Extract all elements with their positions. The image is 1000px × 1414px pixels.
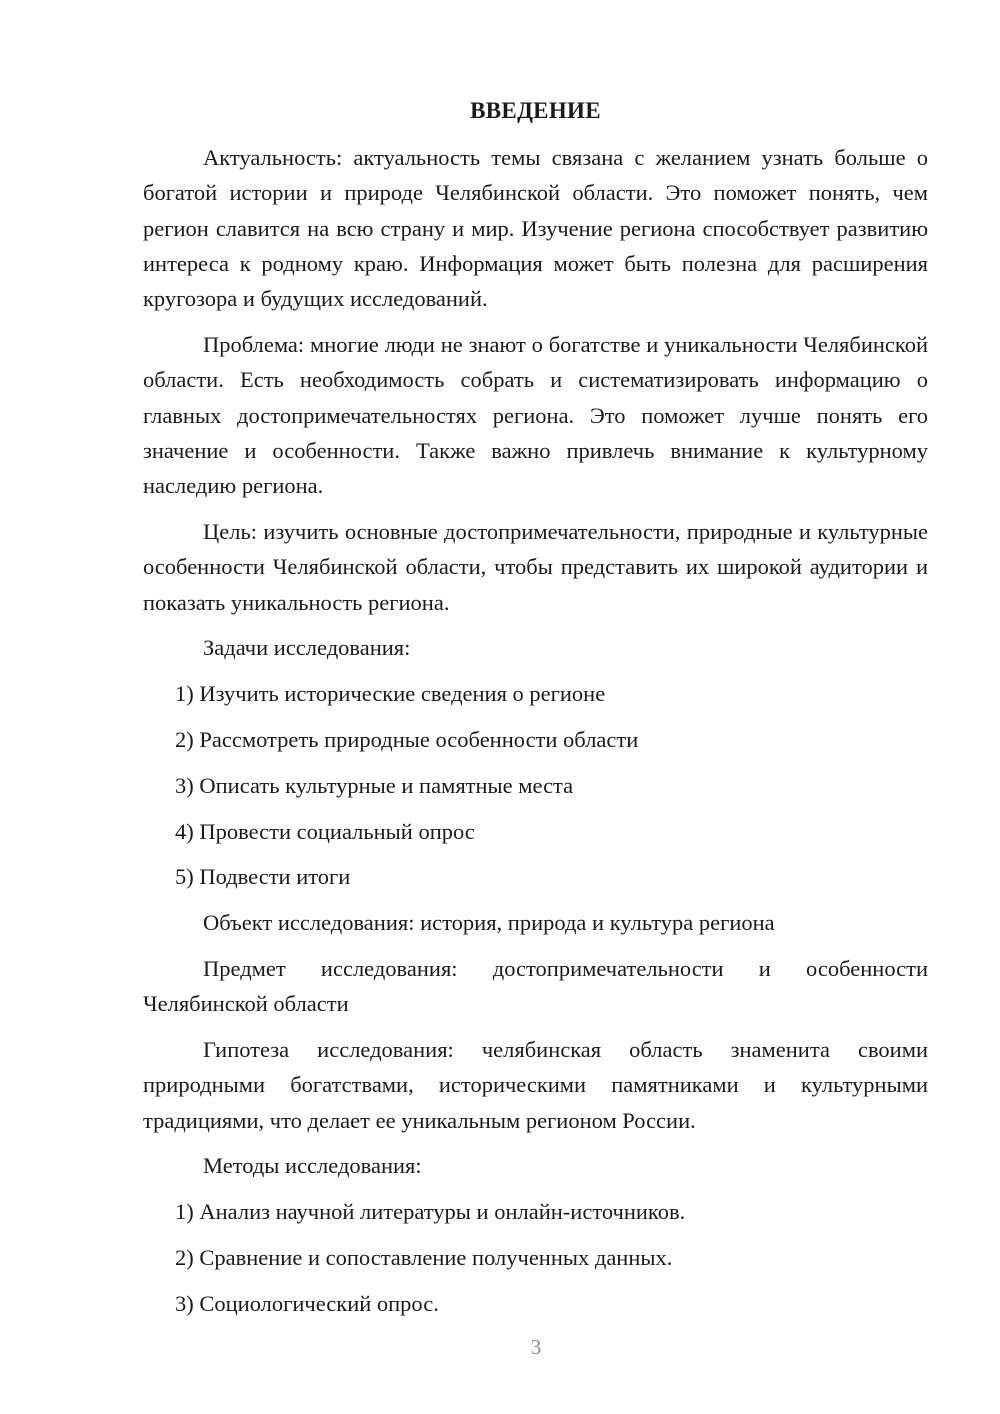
list-item: 1) Анализ научной литературы и онлайн-источников. — [175, 1199, 686, 1225]
goal-paragraph: Цель: изучить основные достопримечательности, природные и культурные особенности Челябинской области, чтобы представить их широкой аудитории и показать уникальность региона. — [143, 518, 928, 615]
list-item: 3) Социологический опрос. — [175, 1290, 439, 1316]
page-number: 3 — [530, 1335, 542, 1359]
tasks-list — [143, 676, 928, 894]
list-item: 3) Описать культурные и памятные места — [175, 772, 574, 798]
tasks-heading: Задачи исследования: — [203, 635, 411, 661]
document-title: ВВЕДЕНИЕ — [470, 98, 601, 123]
document-page — [143, 94, 928, 1332]
problem-paragraph: Проблема: многие люди не знают о богатстве и уникальности Челябинской области. Есть необходимость собрать и систематизировать информацию о главных достопримечательностях региона. Это поможет лучше понять его значение и особенности. Также важно привлечь внимание к культурному наследию региона. — [143, 331, 928, 499]
object-line: Объект исследования: история, природа и культура региона — [203, 910, 775, 936]
subject-paragraph: Предмет исследования: достопримечательности и особенности Челябинской области — [143, 955, 928, 1017]
list-item: 5) Подвести итоги — [175, 864, 351, 890]
list-item: 2) Рассмотреть природные особенности области — [175, 726, 639, 752]
hypothesis-paragraph: Гипотеза исследования: челябинская область знаменита своими природными богатствами, историческими памятниками и культурными традициями, что делает ее уникальным регионом России. — [143, 1037, 928, 1133]
list-item: 2) Сравнение и сопоставление полученных данных. — [175, 1245, 673, 1271]
methods-list — [143, 1194, 928, 1321]
list-item: 4) Провести социальный опрос — [175, 818, 475, 844]
methods-heading: Методы исследования: — [203, 1153, 422, 1179]
relevance-paragraph: Актуальность: актуальность темы связана с желанием узнать больше о богатой истории и природе Челябинской области. Это поможет понять, чем регион славится на всю страну и мир. Изучение региона способствует развитию интереса к родному краю. Информация может быть полезна для расширения кругозора и будущих исследований. — [143, 145, 928, 312]
list-item: 1) Изучить исторические сведения о регионе — [175, 681, 606, 707]
